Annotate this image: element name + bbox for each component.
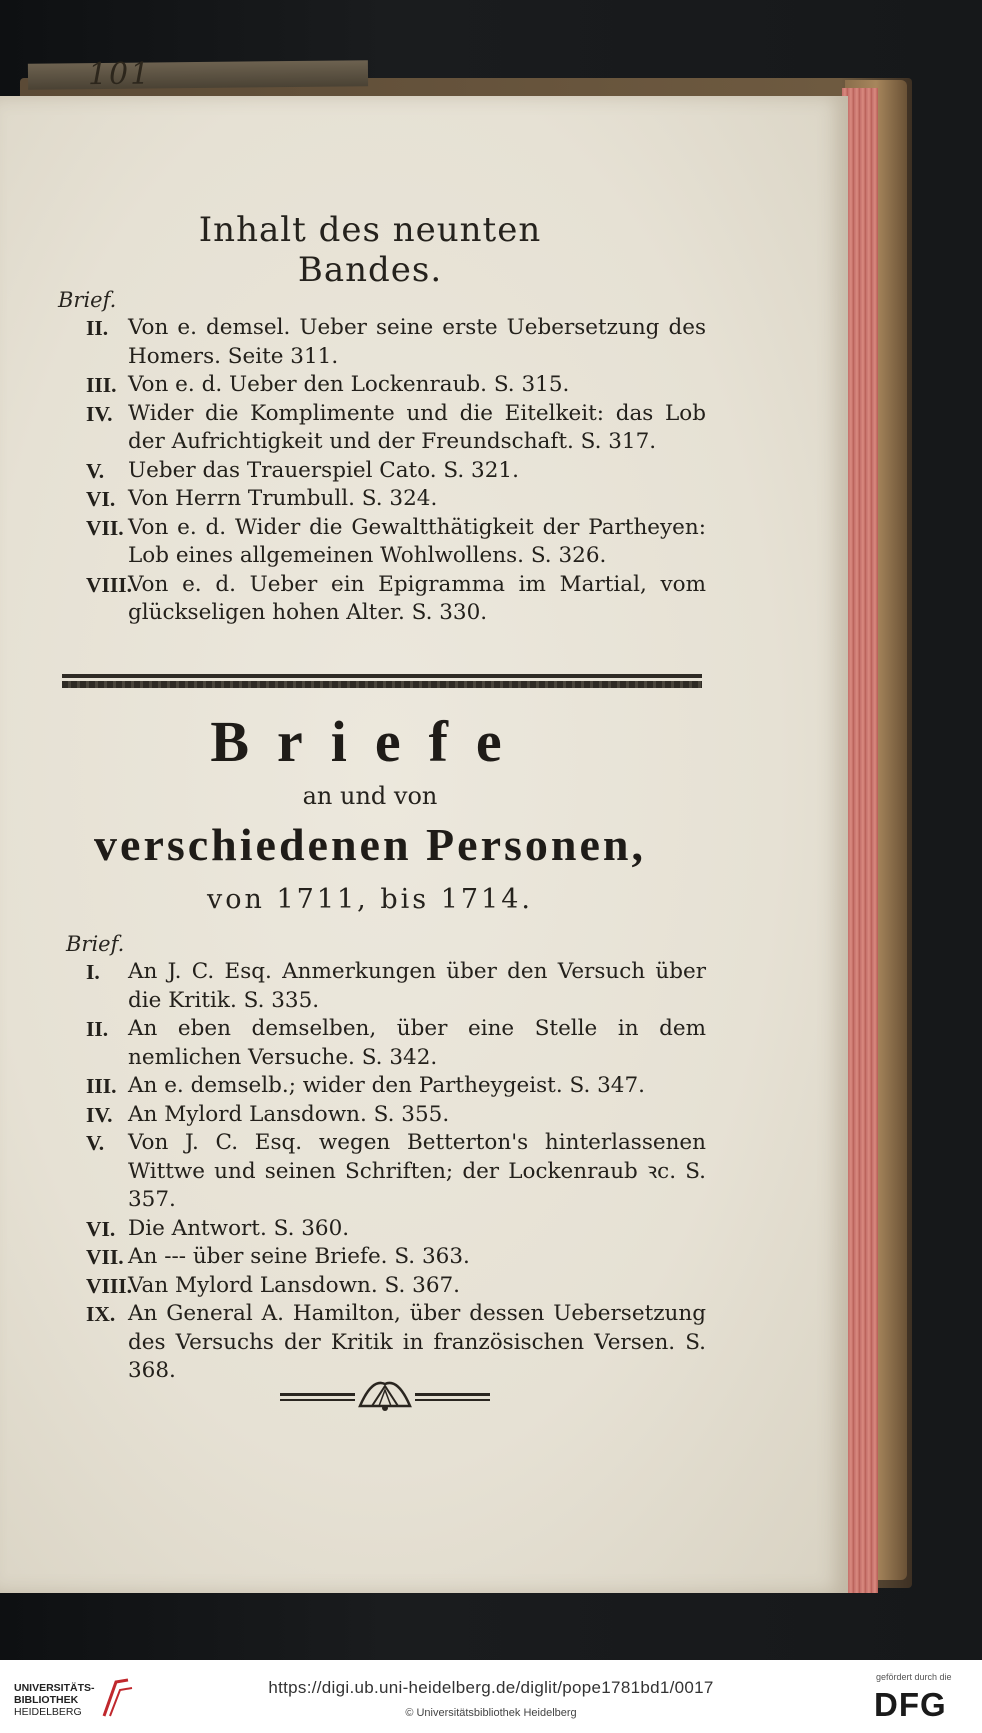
copyright-notice: © Universitätsbibliothek Heidelberg bbox=[405, 1707, 577, 1719]
funding-note: gefördert durch die bbox=[876, 1672, 952, 1682]
list-item: IX. An General A. Hamilton, über dessen Uebersetzung des Versuchs der Kritik in französischen Versen. S. 368. bbox=[86, 1301, 706, 1383]
library-logo[interactable]: UNIVERSITÄTS- BIBLIOTHEK HEIDELBERG bbox=[14, 1682, 95, 1718]
list-item: VIII. Von e. d. Ueber ein Epigramma im Martial, vom glückseligen hohen Alter. S. 330. bbox=[86, 571, 706, 625]
list-item: VII. An --- über seine Briefe. S. 363. bbox=[86, 1244, 470, 1269]
dfg-logo[interactable]: DFG bbox=[874, 1686, 947, 1723]
permalink-url[interactable]: https://digi.ub.uni-heidelberg.de/diglit/pope1781bd1/0017 bbox=[268, 1678, 714, 1697]
section1-label: Brief. bbox=[58, 288, 117, 312]
list-item: VI. Von Herrn Trumbull. S. 324. bbox=[86, 486, 438, 511]
divider-rule bbox=[62, 674, 702, 688]
list-item: II. Von e. demsel. Ueber seine erste Uebersetzung des Homers. Seite 311. bbox=[86, 315, 706, 369]
list-item: III. An e. demselb.; wider den Partheygeist. S. 347. bbox=[86, 1073, 645, 1098]
heading-personen: verschiedenen Personen, bbox=[94, 819, 646, 870]
section2-label: Brief. bbox=[66, 932, 125, 956]
list-item: II. An eben demselben, über eine Stelle in dem nemlichen Versuche. S. 342. bbox=[86, 1016, 706, 1070]
list-item: VIII. Van Mylord Lansdown. S. 367. bbox=[86, 1272, 461, 1298]
list-item: III. Von e. d. Ueber den Lockenraub. S. 315. bbox=[86, 372, 570, 397]
list-item: IV. An Mylord Lansdown. S. 355. bbox=[86, 1101, 450, 1127]
section2-entries bbox=[86, 958, 706, 1386]
list-item: V. Von J. C. Esq. wegen Betterton's hinterlassenen Wittwe und seinen Schriften; der Lockenraub ꝛc. S. 357. bbox=[86, 1130, 706, 1212]
spine-label: 101 bbox=[28, 60, 368, 90]
list-item: I. An J. C. Esq. Anmerkungen über den Versuch über die Kritik. S. 335. bbox=[86, 959, 706, 1013]
heading-briefe: Briefe bbox=[210, 709, 530, 774]
list-item: V. Ueber das Trauerspiel Cato. S. 321. bbox=[86, 457, 519, 483]
page-title: Inhalt des neunten Bandes. bbox=[198, 210, 542, 290]
list-item: IV. Wider die Komplimente und die Eitelkeit: das Lob der Aufrichtigkeit und der Freundschaft. S. 317. bbox=[86, 400, 706, 454]
heading-an-und-von: an und von bbox=[302, 782, 438, 810]
section1-entries bbox=[86, 314, 706, 628]
ornament-icon bbox=[280, 1376, 490, 1416]
list-item: VI. Die Antwort. S. 360. bbox=[86, 1215, 350, 1241]
list-item: VII. Von e. d. Wider die Gewaltthätigkeit der Partheyen: Lob eines allgemeinen Wohlwollens. S. 326. bbox=[86, 514, 706, 568]
heading-years: von 1711, bis 1714. bbox=[206, 884, 533, 915]
